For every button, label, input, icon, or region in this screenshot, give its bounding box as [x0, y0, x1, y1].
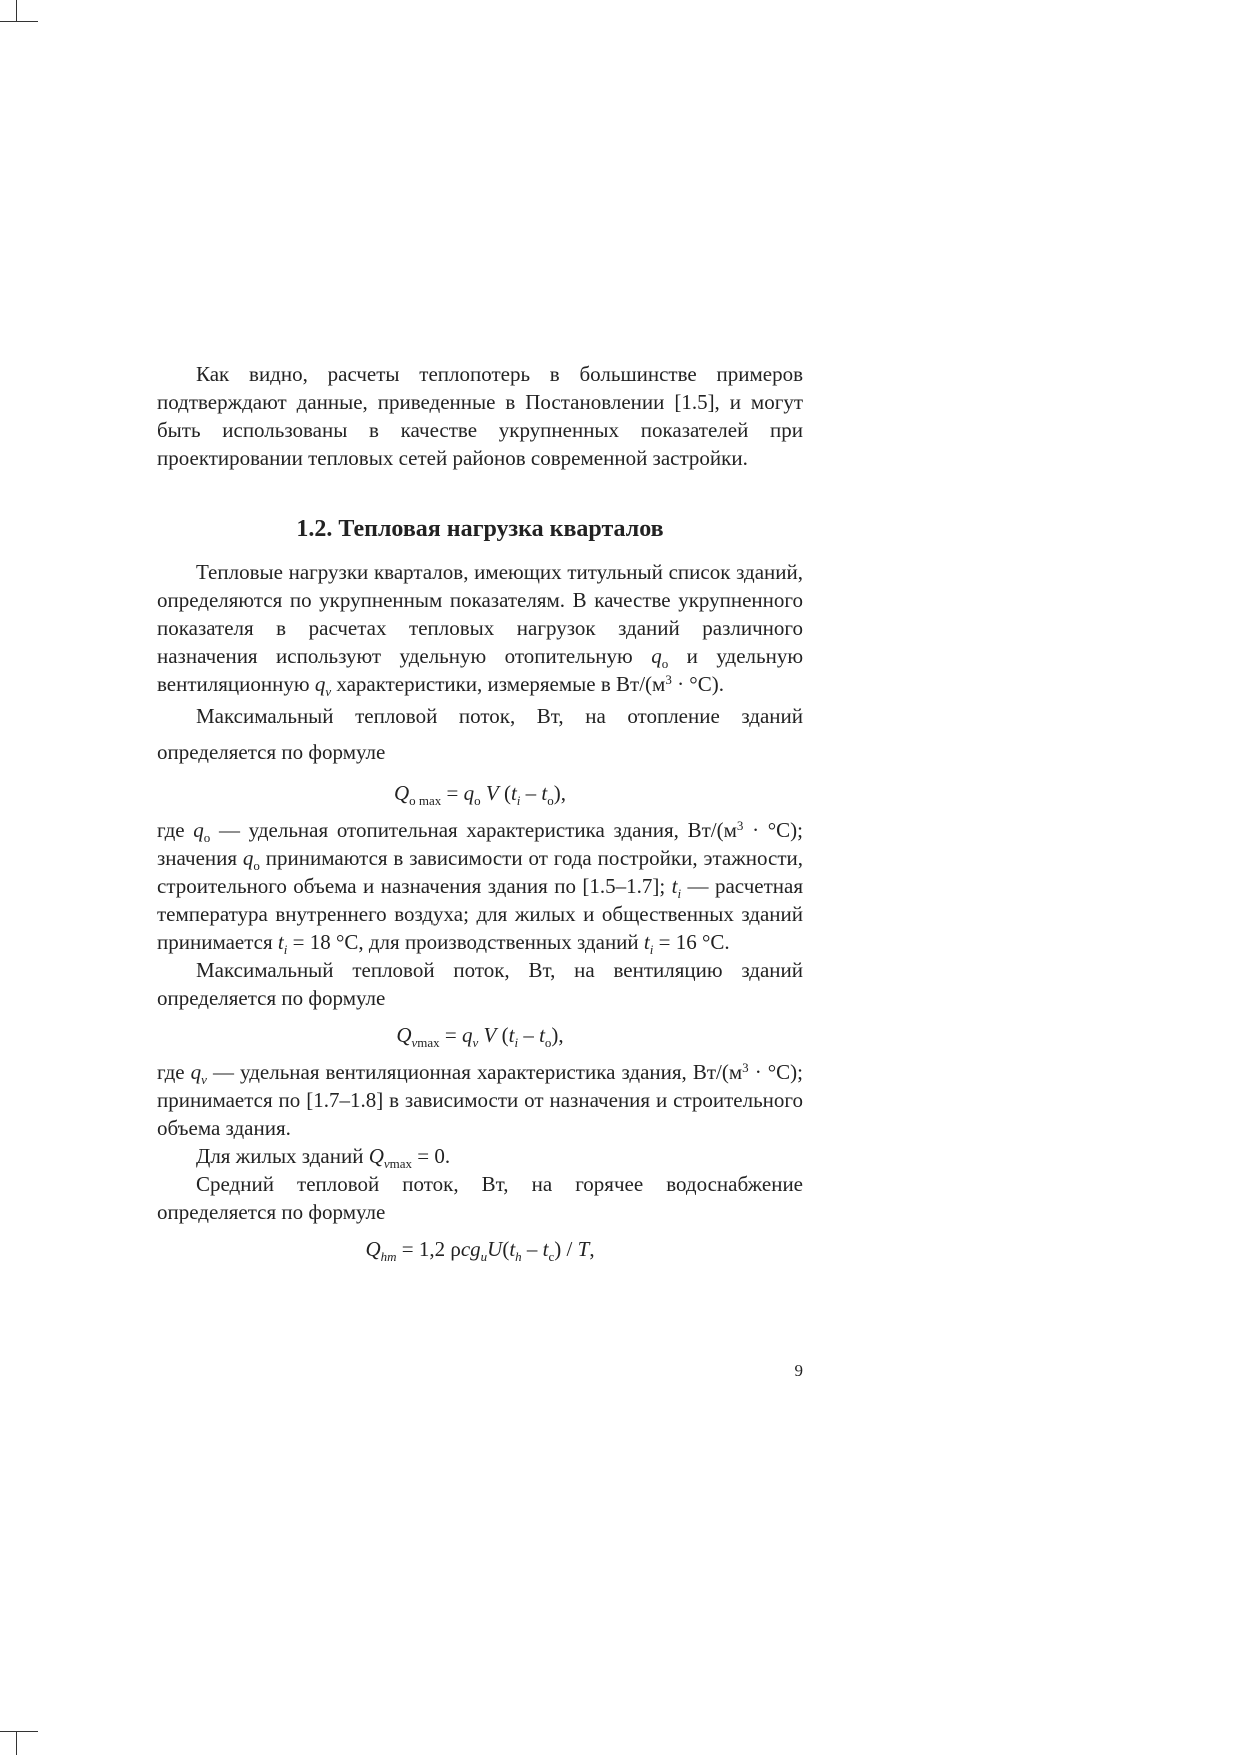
paragraph: где $q_o$ — удельная отопительная характеристика здания, $Вт/(м^3 \cdot ^\circ С)$; значения $q_o$ принимаются в зависимости от года постройки, этажности, строительного объема и назначения здания по [1.5–1.7]; $t_i$ — расчетная температура внутреннего воздуха; для жилых и общественных зданий принимается $t_i = 18$ °С, для производственных зданий $t_i = 16$ °С. — [157, 818, 803, 957]
formula-ventilation: $Q_{vmax} = q_v$ V $(t_i - t_o)$, — [396, 1023, 564, 1050]
paragraph: Максимальный тепловой поток, Вт, на вентиляцию зданий определяется по формуле — [157, 958, 803, 1010]
page-number: 9 — [794, 1361, 803, 1380]
paragraph: Как видно, расчеты теплопотерь в большинстве примеров подтверждают данные, приведенные в Постановлении [1.5], и могут быть использованы в качестве укрупненных показателей при проектировании тепловых сетей районов современной застройки. — [157, 362, 803, 470]
crop-mark-top-vertical — [16, 0, 17, 22]
formula-hot-water: $Q_{hm} = 1,2$ $\rho cg_uU(t_h - t_c)$ / T, — [365, 1237, 595, 1264]
crop-mark-bottom-horizontal — [0, 1731, 38, 1732]
page-text-block — [157, 360, 803, 1272]
paragraph: Максимальный тепловой поток, Вт, на отопление зданий определяется по формуле — [157, 704, 803, 764]
paragraph: Для жилых зданий $Q_{vmax} = 0$. — [196, 1144, 451, 1171]
paragraph: Тепловые нагрузки кварталов, имеющих титульный список зданий, определяются по укрупненным показателям. В качестве укрупненного показателя в расчетах тепловых нагрузок зданий различного назначения используют удельную отопительную $q_o$ и удельную вентиляционную $q_v$ характеристики, измеряемые в $Вт/(м^3 \cdot ^\circ С)$. — [157, 560, 804, 699]
crop-mark-top-horizontal — [0, 21, 38, 22]
formula-heating: $Q_{o max} = q_o$ V $(t_i - t_o)$, — [393, 781, 567, 808]
symbol-q: q — [651, 644, 662, 668]
crop-mark-bottom-vertical — [16, 1731, 17, 1755]
paragraph: где $q_v$ — удельная вентиляционная характеристика здания, $Вт/(м^3 \cdot ^\circ С)$; принимается по [1.7–1.8] в зависимости от назначения и строительного объема здания. — [157, 1060, 803, 1140]
section-heading: 1.2. Тепловая нагрузка кварталов — [296, 516, 664, 542]
paragraph: Средний тепловой поток, Вт, на горячее водоснабжение определяется по формуле — [157, 1172, 803, 1224]
symbol-q: q — [314, 672, 326, 696]
